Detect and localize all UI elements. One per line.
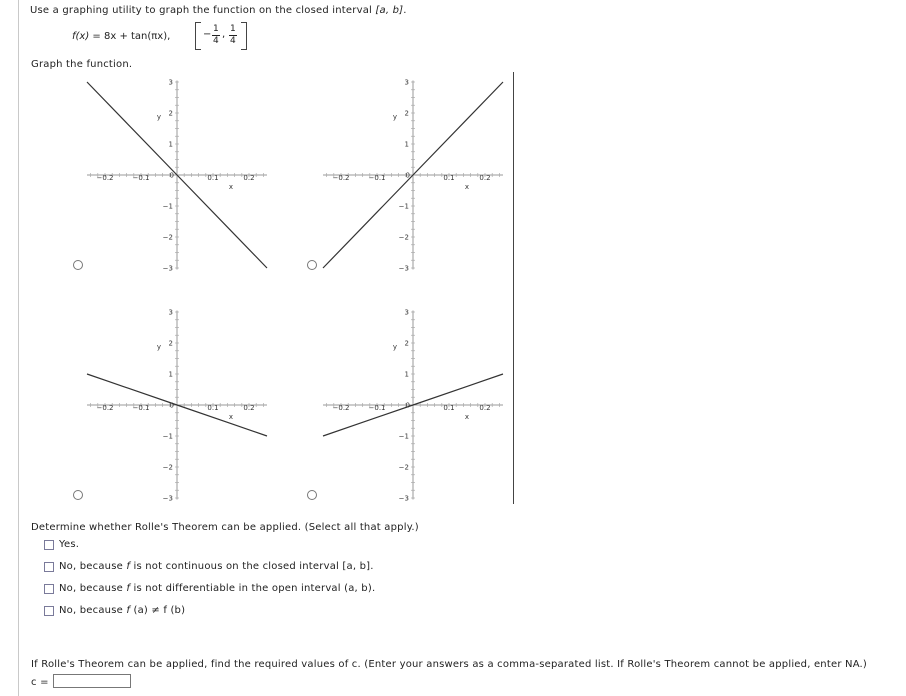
final-prompt: If Rolle's Theorem can be applied, find the required values of c. (Enter your answers as a comma-separated list. If Rolle's Theorem cannot be applied, enter NA.) (31, 659, 868, 670)
y-axis-label: y (156, 113, 162, 122)
y-tick-label: −3 (162, 494, 173, 502)
x-tick-label: −0.1 (368, 404, 386, 412)
y-tick-label: 3 (168, 78, 173, 87)
graph-option-c (80, 302, 280, 502)
y-tick-label: −1 (162, 432, 173, 441)
y-axis-label: y (392, 113, 398, 122)
x-axis-label: x (464, 413, 470, 421)
y-tick-label: 3 (404, 78, 409, 87)
y-axis-label: y (392, 343, 398, 352)
x-tick-label: 0.1 (207, 404, 219, 412)
x-axis-label: x (228, 183, 234, 191)
option-endpoints-unequal-label: No, because f (a) ≠ f (b) (59, 605, 186, 616)
y-tick-label: −3 (398, 264, 409, 272)
y-axis-label: y (156, 343, 162, 352)
checkbox-not-differentiable[interactable] (44, 584, 54, 594)
option-not-differentiable-label: No, because f is not differentiable in the open interval (a, b). (59, 583, 376, 594)
y-tick-label: 2 (404, 109, 409, 118)
y-tick-label: −3 (398, 494, 409, 502)
x-tick-label: −0.2 (332, 404, 350, 412)
option-yes-label: Yes. (59, 539, 80, 550)
y-tick-label: 3 (404, 308, 409, 317)
x-axis-label: x (228, 413, 234, 421)
y-tick-label: −2 (162, 233, 173, 242)
graph-option-d (316, 302, 516, 502)
x-tick-label: 0.1 (443, 404, 455, 412)
checkbox-not-continuous[interactable] (44, 562, 54, 572)
graph-prompt: Graph the function. (31, 59, 133, 70)
left-bracket (195, 22, 201, 50)
x-tick-label: 0.2 (479, 174, 491, 182)
origin-label: 0 (169, 171, 174, 180)
y-tick-label: 1 (168, 370, 173, 379)
c-answer-input[interactable] (53, 674, 131, 688)
option-not-continuous-label: No, because f is not continuous on the closed interval [a, b]. (59, 561, 374, 572)
y-tick-label: −1 (162, 202, 173, 211)
interval: − $\frac{1}{4}$ , $\frac{1}{4}$ (195, 22, 247, 48)
x-tick-label: 0.2 (243, 174, 255, 182)
radio-option-b[interactable] (307, 260, 317, 270)
x-tick-label: 0.1 (443, 174, 455, 182)
origin-label: 0 (405, 401, 410, 410)
function-definition: f(x) = 8x + tan(πx), (72, 31, 171, 42)
y-tick-label: 2 (168, 109, 173, 118)
origin-label: 0 (169, 401, 174, 410)
y-tick-label: 1 (404, 140, 409, 149)
x-tick-label: −0.2 (96, 404, 114, 412)
y-tick-label: 2 (404, 339, 409, 348)
x-tick-label: −0.1 (132, 404, 150, 412)
y-tick-label: −2 (398, 233, 409, 242)
x-axis-label: x (464, 183, 470, 191)
checkbox-yes[interactable] (44, 540, 54, 550)
graph-divider (513, 72, 514, 504)
y-tick-label: −3 (162, 264, 173, 272)
radio-option-c[interactable] (73, 490, 83, 500)
c-label: c = (31, 677, 49, 688)
graph-option-b (316, 72, 516, 272)
radio-option-a[interactable] (73, 260, 83, 270)
instruction-text: Use a graphing utility to graph the function on the closed interval [a, b]. (30, 5, 407, 16)
rolle-prompt: Determine whether Rolle's Theorem can be applied. (Select all that apply.) (31, 522, 419, 533)
x-tick-label: −0.1 (368, 174, 386, 182)
y-tick-label: 1 (168, 140, 173, 149)
graph-option-a (80, 72, 280, 272)
y-tick-label: 2 (168, 339, 173, 348)
y-tick-label: 3 (168, 308, 173, 317)
interval-neg: − (203, 29, 212, 40)
origin-label: 0 (405, 171, 410, 180)
interval-upper: $\frac{1}{4}$ (230, 24, 236, 46)
checkbox-endpoints-unequal[interactable] (44, 606, 54, 616)
y-tick-label: −2 (398, 463, 409, 472)
interval-lower: $\frac{1}{4}$ (213, 24, 219, 46)
x-tick-label: 0.1 (207, 174, 219, 182)
x-tick-label: −0.2 (332, 174, 350, 182)
x-tick-label: −0.1 (132, 174, 150, 182)
right-bracket (241, 22, 247, 50)
x-tick-label: 0.2 (243, 404, 255, 412)
y-tick-label: −2 (162, 463, 173, 472)
radio-option-d[interactable] (307, 490, 317, 500)
y-tick-label: 1 (404, 370, 409, 379)
x-tick-label: 0.2 (479, 404, 491, 412)
x-tick-label: −0.2 (96, 174, 114, 182)
y-tick-label: −1 (398, 202, 409, 211)
y-tick-label: −1 (398, 432, 409, 441)
